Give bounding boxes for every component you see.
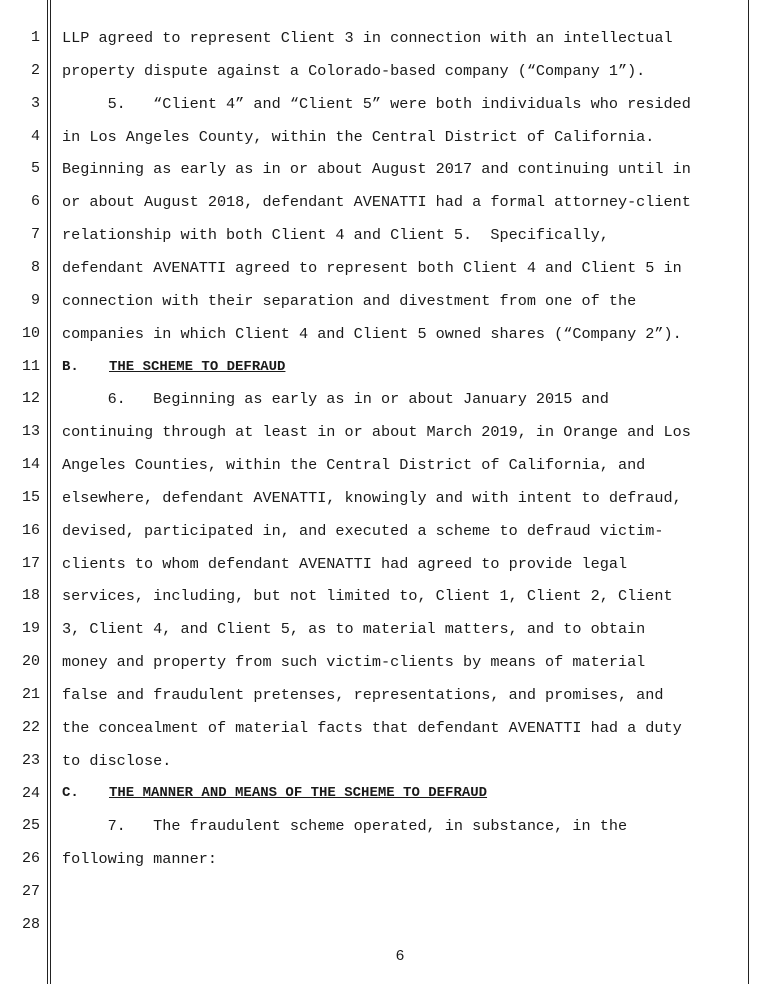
body-text-line: companies in which Client 4 and Client 5 owned shares (“Company 2”). [62, 325, 682, 343]
line-number: 8 [30, 259, 40, 276]
body-text-line: clients to whom defendant AVENATTI had agreed to provide legal [62, 555, 628, 573]
body-text-line: or about August 2018, defendant AVENATTI had a formal attorney-client [62, 193, 691, 211]
body-text-line: to disclose. [62, 752, 172, 770]
body-text-line: in Los Angeles County, within the Central District of California. [62, 128, 655, 146]
section-c-letter: C. [62, 785, 79, 801]
line-number: 7 [30, 226, 40, 243]
body-text-line: connection with their separation and divestment from one of the [62, 292, 637, 310]
body-text-line: Beginning as early as in or about August 2017 and continuing until in [62, 160, 691, 178]
body-text-line: following manner: [62, 850, 217, 868]
line-number: 15 [21, 489, 40, 506]
line-number: 28 [21, 916, 40, 933]
body-text-line: relationship with both Client 4 and Client 5. Specifically, [62, 226, 609, 244]
line-number: 14 [21, 456, 40, 473]
page-number: 6 [395, 948, 405, 965]
section-b-letter: B. [62, 359, 79, 375]
body-text-line: elsewhere, defendant AVENATTI, knowingly and with intent to defraud, [62, 489, 682, 507]
line-number: 2 [30, 62, 40, 79]
body-text-line: 7. The fraudulent scheme operated, in substance, in the [62, 817, 628, 835]
line-number: 23 [21, 752, 40, 769]
line-number: 17 [21, 555, 40, 572]
line-number: 20 [21, 653, 40, 670]
line-number: 21 [21, 686, 40, 703]
body-text-line: Angeles Counties, within the Central District of California, and [62, 456, 646, 474]
line-number: 9 [30, 292, 40, 309]
body-text-line: continuing through at least in or about March 2019, in Orange and Los [62, 423, 691, 441]
line-number: 6 [30, 193, 40, 210]
body-text-line: false and fraudulent pretenses, representations, and promises, and [62, 686, 664, 704]
section-b-title: THE SCHEME TO DEFRAUD [109, 359, 286, 375]
body-text-line: 6. Beginning as early as in or about January 2015 and [62, 390, 609, 408]
line-number: 25 [21, 817, 40, 834]
line-number: 12 [21, 390, 40, 407]
left-margin-rule-inner [50, 0, 51, 984]
line-number: 26 [21, 850, 40, 867]
line-number: 27 [21, 883, 40, 900]
right-margin-rule [748, 0, 749, 984]
section-c-title: THE MANNER AND MEANS OF THE SCHEME TO DEFRAUD [109, 785, 488, 801]
line-number: 3 [30, 95, 40, 112]
left-margin-rule-outer [47, 0, 48, 984]
body-text-line: 5. “Client 4” and “Client 5” were both individuals who resided [62, 95, 691, 113]
line-number: 10 [21, 325, 40, 342]
body-text-line: LLP agreed to represent Client 3 in connection with an intellectual [62, 29, 673, 47]
body-text-line: money and property from such victim-clients by means of material [62, 653, 646, 671]
body-text-line: property dispute against a Colorado-based company (“Company 1”). [62, 62, 646, 80]
line-number: 16 [21, 522, 40, 539]
line-number: 4 [30, 128, 40, 145]
body-text-line: 3, Client 4, and Client 5, as to material matters, and to obtain [62, 620, 646, 638]
body-text-line: the concealment of material facts that defendant AVENATTI had a duty [62, 719, 682, 737]
line-number: 11 [21, 358, 40, 375]
line-number: 5 [30, 160, 40, 177]
body-text-line: services, including, but not limited to, Client 1, Client 2, Client [62, 587, 673, 605]
line-number: 24 [21, 785, 40, 802]
line-number: 19 [21, 620, 40, 637]
line-number: 22 [21, 719, 40, 736]
line-number: 18 [21, 587, 40, 604]
line-number: 13 [21, 423, 40, 440]
body-text-line: devised, participated in, and executed a scheme to defraud victim- [62, 522, 664, 540]
line-number: 1 [30, 29, 40, 46]
body-text-line: defendant AVENATTI agreed to represent both Client 4 and Client 5 in [62, 259, 682, 277]
